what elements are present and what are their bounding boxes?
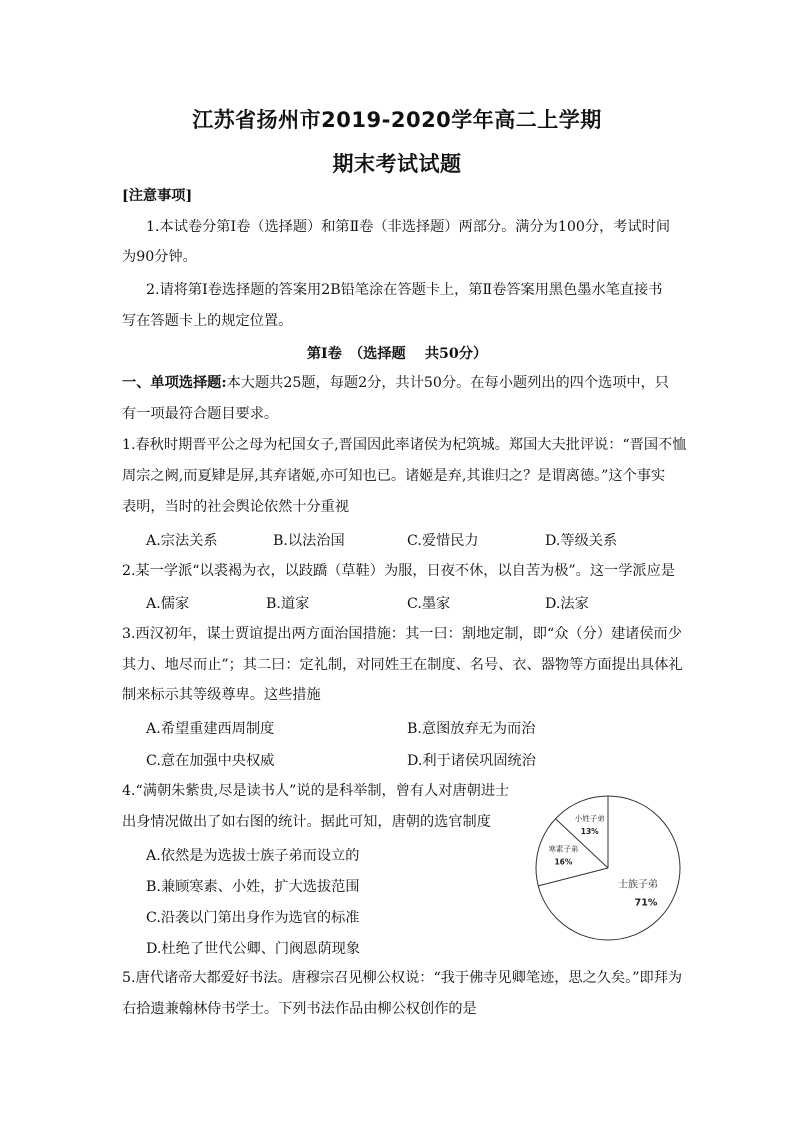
- page-subtitle: 期末考试试题: [332, 152, 462, 176]
- notice-item1-line1: 1.本试卷分第Ⅰ卷（选择题）和第Ⅱ卷（非选择题）两部分。满分为100分，考试时间: [146, 219, 671, 235]
- q3-option-b: B.意图放弃无为而治: [407, 721, 536, 737]
- q2-option-d: D.法家: [545, 596, 589, 612]
- page-title: 江苏省扬州市2019-2020学年高二上学期: [192, 108, 602, 132]
- q1-option-a: A.宗法关系: [146, 533, 218, 549]
- q4-option-a: A.依然是为选拔士族子弟而设立的: [146, 848, 360, 864]
- part1-line2: 有一项最符合题目要求。: [122, 406, 279, 422]
- pie-slice-value: 71%: [634, 897, 658, 909]
- notice-item2-line1: 2.请将第Ⅰ卷选择题的答案用2B铅笔涂在答题卡上，第Ⅱ卷答案用黑色墨水笔直接书: [146, 282, 663, 298]
- notice-item2-line2: 写在答题卡上的规定位置。: [122, 313, 293, 329]
- q3-line1: 3.西汉初年，谋士贾谊提出两方面治国措施：其一曰：割地定制，即“众（分）建诸侯而少: [122, 626, 682, 642]
- pie-slice-value: 13%: [580, 826, 599, 836]
- q1-option-d: D.等级关系: [545, 533, 618, 549]
- pie-slice-label: 士族子弟: [618, 879, 659, 891]
- q1-option-c: C.爱惜民力: [407, 533, 479, 549]
- q4-option-b: B.兼顾寒素、小姓，扩大选拔范围: [146, 879, 360, 895]
- q2-option-b: B.道家: [266, 596, 310, 612]
- q2-option-c: C.墨家: [407, 596, 451, 612]
- q3-line3: 制来标示其等级尊卑。这些措施: [122, 687, 321, 703]
- q1-line1: 1.春秋时期晋平公之母为杞国女子,晋国因此率诸侯为杞筑城。郑国大夫批评说：“晋国不恤: [122, 437, 687, 453]
- part1-text: 本大题共25题，每题2分，共计50分。在每小题列出的四个选项中，只: [226, 375, 669, 391]
- q1-option-b: B.以法治国: [273, 533, 345, 549]
- part1-line1: [122, 373, 669, 393]
- q3-option-c: C.意在加强中央权威: [146, 753, 275, 769]
- q3-option-d: D.利于诸侯巩固统治: [407, 753, 536, 769]
- q5-line1: 5.唐代诸帝大都爱好书法。唐穆宗召见柳公权说：“我于佛寺见卿笔迹，思之久矣。”即拜为: [122, 970, 683, 986]
- pie-slice-label: 寒素子弟: [548, 844, 579, 854]
- q5-line2: 右拾遗兼翰林侍书学士。下列书法作品由柳公权创作的是: [122, 1001, 477, 1017]
- q4-option-c: C.沿袭以门第出身作为选官的标准: [146, 910, 360, 926]
- q1-line3: 表明，当时的社会舆论依然十分重视: [122, 499, 350, 515]
- q4-line1: 4.“满朝朱紫贵,尽是读书人”说的是科举制，曾有人对唐朝进士: [122, 783, 510, 799]
- q3-line2: 其力、地尽而止”；其二曰：定礼制，对同姓王在制度、名号、衣、器物等方面提出具体礼: [122, 657, 683, 673]
- pie-chart: [526, 786, 686, 946]
- pie-slice-label: 小姓子弟: [574, 813, 605, 823]
- q2-line1: 2.某一学派“以裘褐为衣，以跂蹻（草鞋）为服，日夜不休，以自苦为极”。这一学派应是: [122, 563, 675, 579]
- pie-slice-value: 16%: [554, 857, 573, 867]
- part1-label: 一、单项选择题:: [122, 375, 227, 391]
- notice-item1-line2: 为90分钟。: [122, 249, 197, 265]
- q4-line2: 出身情况做出了如右图的统计。据此可知，唐朝的选官制度: [122, 814, 491, 830]
- q2-option-a: A.儒家: [146, 596, 190, 612]
- q4-option-d: D.杜绝了世代公卿、门阀恩荫现象: [146, 941, 361, 957]
- notice-heading: [注意事项]: [122, 188, 193, 204]
- section-title: 第Ⅰ卷 （选择题 共50分）: [306, 346, 488, 362]
- q3-option-a: A.希望重建西周制度: [146, 721, 275, 737]
- q1-line2: 周宗之阙,而夏肄是屏,其弃诸姬,亦可知也已。诸姬是弃,其谁归之？是谓离德。”这个事实: [122, 468, 666, 484]
